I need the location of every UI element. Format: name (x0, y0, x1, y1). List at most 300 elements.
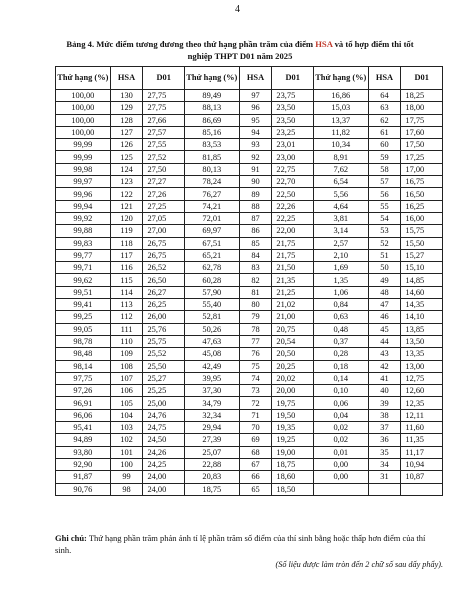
table-cell: 34 (368, 458, 401, 470)
table-cell: 23,00 (272, 151, 314, 163)
table-cell: 100,00 (56, 90, 111, 102)
table-cell: 0,01 (313, 446, 368, 458)
table-cell: 113 (110, 299, 143, 311)
table-cell: 54 (368, 212, 401, 224)
table-cell: 96,06 (56, 409, 111, 421)
table-cell: 104 (110, 409, 143, 421)
table-cell: 79 (239, 311, 272, 323)
note (55, 532, 435, 556)
table-cell: 85 (239, 237, 272, 249)
table-row (56, 114, 443, 126)
table-cell: 48 (368, 286, 401, 298)
table-cell: 20,25 (272, 360, 314, 372)
table-cell: 50,26 (184, 323, 239, 335)
table-cell: 38 (368, 409, 401, 421)
table-cell: 13,50 (401, 335, 443, 347)
table-cell: 17,00 (401, 163, 443, 175)
table-cell: 0,00 (313, 471, 368, 483)
table-cell: 21,02 (272, 299, 314, 311)
table-cell: 127 (110, 126, 143, 138)
table-cell: 0,00 (313, 458, 368, 470)
table-cell: 2,57 (313, 237, 368, 249)
table-cell: 83 (239, 262, 272, 274)
table-cell: 11,35 (401, 434, 443, 446)
table-caption (60, 38, 420, 62)
table-cell: 23,75 (272, 90, 314, 102)
table-cell: 25,07 (184, 446, 239, 458)
table-cell: 27,66 (143, 114, 185, 126)
table-cell: 15,03 (313, 102, 368, 114)
table-cell: 12,35 (401, 397, 443, 409)
table-cell: 109 (110, 348, 143, 360)
table-cell: 96,91 (56, 397, 111, 409)
table-row (56, 422, 443, 434)
table-cell: 86 (239, 225, 272, 237)
table-cell: 80,13 (184, 163, 239, 175)
table-cell: 88,13 (184, 102, 239, 114)
table-cell: 78,24 (184, 176, 239, 188)
table-cell: 108 (110, 360, 143, 372)
table-cell: 62 (368, 114, 401, 126)
caption-prefix: Bảng 4. Mức điểm tương đương theo thứ hạng phần trăm của điểm (66, 39, 316, 49)
table-cell: 23,25 (272, 126, 314, 138)
table-cell: 95 (239, 114, 272, 126)
table-cell: 72 (239, 397, 272, 409)
table-cell: 13,00 (401, 360, 443, 372)
table-cell: 67,51 (184, 237, 239, 249)
table-cell: 26,75 (143, 249, 185, 261)
table-cell: 96 (239, 102, 272, 114)
table-cell: 49 (368, 274, 401, 286)
table-cell: 24,50 (143, 434, 185, 446)
table-cell: 20,83 (184, 471, 239, 483)
table-cell: 82 (239, 274, 272, 286)
note-label: Ghi chú: (55, 533, 87, 543)
table-cell: 0,06 (313, 397, 368, 409)
table-row (56, 446, 443, 458)
table-cell: 76,27 (184, 188, 239, 200)
table-cell: 126 (110, 139, 143, 151)
table-cell: 21,50 (272, 262, 314, 274)
table-cell: 98,78 (56, 335, 111, 347)
table-cell: 68 (239, 446, 272, 458)
table-cell: 92 (239, 151, 272, 163)
table-cell: 4,64 (313, 200, 368, 212)
table-cell: 117 (110, 249, 143, 261)
table-cell: 17,50 (401, 139, 443, 151)
table-cell: 125 (110, 151, 143, 163)
table-cell: 97,75 (56, 372, 111, 384)
table-cell: 7,62 (313, 163, 368, 175)
table-cell: 35 (368, 446, 401, 458)
table-cell: 91,87 (56, 471, 111, 483)
col-header-d01-2: D01 (272, 67, 314, 90)
table-cell: 27,27 (143, 176, 185, 188)
table-cell (401, 483, 443, 495)
table-cell: 99 (110, 471, 143, 483)
table-cell: 99,88 (56, 225, 111, 237)
table-cell: 11,17 (401, 446, 443, 458)
table-cell: 19,75 (272, 397, 314, 409)
table-cell: 22,26 (272, 200, 314, 212)
table-cell: 44 (368, 335, 401, 347)
header-row (56, 67, 443, 90)
table-cell: 53 (368, 225, 401, 237)
table-row (56, 212, 443, 224)
col-header-hsa-2: HSA (239, 67, 272, 90)
table-row (56, 471, 443, 483)
table-cell: 0,18 (313, 360, 368, 372)
table-cell: 26,75 (143, 237, 185, 249)
table-row (56, 225, 443, 237)
table-cell: 64 (368, 90, 401, 102)
table-cell: 69,97 (184, 225, 239, 237)
table-cell: 69 (239, 434, 272, 446)
table-cell: 6,54 (313, 176, 368, 188)
table-cell: 24,76 (143, 409, 185, 421)
table-cell: 41 (368, 372, 401, 384)
table-cell: 17,25 (401, 151, 443, 163)
table-cell: 120 (110, 212, 143, 224)
table-cell: 97,26 (56, 385, 111, 397)
table-cell: 15,75 (401, 225, 443, 237)
table-cell: 25,25 (143, 385, 185, 397)
table-cell: 99,71 (56, 262, 111, 274)
table-cell: 10,87 (401, 471, 443, 483)
table-cell: 80 (239, 299, 272, 311)
table-cell: 84 (239, 249, 272, 261)
table-cell: 24,00 (143, 471, 185, 483)
table-row (56, 311, 443, 323)
table-cell: 50 (368, 262, 401, 274)
col-header-rank-1: Thứ hạng (%) (56, 67, 111, 90)
table-cell: 99,05 (56, 323, 111, 335)
table-cell: 16,75 (401, 176, 443, 188)
table-cell: 21,00 (272, 311, 314, 323)
table-cell: 83,53 (184, 139, 239, 151)
table-cell: 75 (239, 360, 272, 372)
table-cell: 0,14 (313, 372, 368, 384)
table-cell: 25,76 (143, 323, 185, 335)
table-cell: 10,94 (401, 458, 443, 470)
table-cell: 19,50 (272, 409, 314, 421)
page-number: 4 (235, 4, 240, 15)
table-cell: 58 (368, 163, 401, 175)
table-cell: 5,56 (313, 188, 368, 200)
table-row (56, 139, 443, 151)
table-cell: 18,75 (272, 458, 314, 470)
table-cell: 90,76 (56, 483, 111, 495)
table-row (56, 299, 443, 311)
table-cell: 20,54 (272, 335, 314, 347)
table-cell: 52,81 (184, 311, 239, 323)
table-cell: 27,75 (143, 90, 185, 102)
table-cell: 98 (110, 483, 143, 495)
table-cell: 67 (239, 458, 272, 470)
table-row (56, 176, 443, 188)
table-cell: 18,25 (401, 90, 443, 102)
table-cell: 37,30 (184, 385, 239, 397)
table-cell: 22,75 (272, 163, 314, 175)
table-cell: 3,14 (313, 225, 368, 237)
table-cell: 121 (110, 200, 143, 212)
table-cell: 32,34 (184, 409, 239, 421)
table-cell: 60,28 (184, 274, 239, 286)
table-cell: 17,60 (401, 126, 443, 138)
table-cell: 93,80 (56, 446, 111, 458)
table-cell: 99,98 (56, 163, 111, 175)
table-cell: 123 (110, 176, 143, 188)
table-cell: 99,83 (56, 237, 111, 249)
table-row (56, 163, 443, 175)
table-cell: 98,14 (56, 360, 111, 372)
table-cell: 99,96 (56, 188, 111, 200)
table-cell: 25,00 (143, 397, 185, 409)
table-cell: 39,95 (184, 372, 239, 384)
table-row (56, 434, 443, 446)
table-cell: 14,35 (401, 299, 443, 311)
col-header-hsa-3: HSA (368, 67, 401, 90)
table-cell: 0,63 (313, 311, 368, 323)
table-row (56, 409, 443, 421)
table-cell: 0,48 (313, 323, 368, 335)
table-cell: 51 (368, 249, 401, 261)
table-cell: 21,35 (272, 274, 314, 286)
table-cell: 24,26 (143, 446, 185, 458)
table-cell: 18,60 (272, 471, 314, 483)
table-cell: 15,27 (401, 249, 443, 261)
col-header-d01-3: D01 (401, 67, 443, 90)
table-cell: 97 (239, 90, 272, 102)
table-cell: 18,00 (401, 102, 443, 114)
table-cell: 65,21 (184, 249, 239, 261)
table-row (56, 102, 443, 114)
table-cell: 0,02 (313, 422, 368, 434)
table-cell: 100 (110, 458, 143, 470)
table-cell: 19,00 (272, 446, 314, 458)
table-cell: 23,50 (272, 114, 314, 126)
table-cell: 19,35 (272, 422, 314, 434)
table-cell: 99,94 (56, 200, 111, 212)
table-cell: 39 (368, 397, 401, 409)
table-cell: 1,06 (313, 286, 368, 298)
table-cell: 85,16 (184, 126, 239, 138)
table-cell: 26,52 (143, 262, 185, 274)
table-cell: 22,00 (272, 225, 314, 237)
table-cell: 89 (239, 188, 272, 200)
table-cell: 57 (368, 176, 401, 188)
table-cell: 31 (368, 471, 401, 483)
table-cell: 102 (110, 434, 143, 446)
table-row (56, 151, 443, 163)
table-cell: 60 (368, 139, 401, 151)
table-cell: 101 (110, 446, 143, 458)
table-cell: 0,84 (313, 299, 368, 311)
table-cell: 106 (110, 385, 143, 397)
table-cell: 37 (368, 422, 401, 434)
table-cell: 16,50 (401, 188, 443, 200)
table-row (56, 126, 443, 138)
table-cell: 47,63 (184, 335, 239, 347)
table-cell: 0,37 (313, 335, 368, 347)
table-cell: 112 (110, 311, 143, 323)
table-cell: 27,75 (143, 102, 185, 114)
table-cell: 0,02 (313, 434, 368, 446)
table-cell: 74,21 (184, 200, 239, 212)
table-cell: 15,10 (401, 262, 443, 274)
table-cell: 43 (368, 348, 401, 360)
table-cell: 73 (239, 385, 272, 397)
table-cell: 119 (110, 225, 143, 237)
table-cell: 46 (368, 311, 401, 323)
table-cell: 14,60 (401, 286, 443, 298)
table-cell: 129 (110, 102, 143, 114)
table-cell: 130 (110, 90, 143, 102)
table-cell: 26,00 (143, 311, 185, 323)
table-cell: 34,79 (184, 397, 239, 409)
table-cell: 21,75 (272, 249, 314, 261)
table-cell: 25,75 (143, 335, 185, 347)
table-cell: 22,25 (272, 212, 314, 224)
table-cell: 18,50 (272, 483, 314, 495)
table-cell: 99,77 (56, 249, 111, 261)
table-cell: 45,08 (184, 348, 239, 360)
table-cell: 99,99 (56, 151, 111, 163)
table-cell: 52 (368, 237, 401, 249)
table-cell: 24,25 (143, 458, 185, 470)
table-cell: 18,75 (184, 483, 239, 495)
table-cell: 13,35 (401, 348, 443, 360)
table-cell: 27,55 (143, 139, 185, 151)
table-cell: 116 (110, 262, 143, 274)
table-cell: 100,00 (56, 114, 111, 126)
table-cell: 10,34 (313, 139, 368, 151)
table-cell: 12,75 (401, 372, 443, 384)
table-cell: 20,00 (272, 385, 314, 397)
table-row (56, 458, 443, 470)
table-cell: 114 (110, 286, 143, 298)
table-cell: 59 (368, 151, 401, 163)
table-cell: 12,11 (401, 409, 443, 421)
table-cell: 15,50 (401, 237, 443, 249)
table-cell: 27,00 (143, 225, 185, 237)
table-cell: 65 (239, 483, 272, 495)
table-cell: 115 (110, 274, 143, 286)
table-cell: 22,70 (272, 176, 314, 188)
table-cell: 99,97 (56, 176, 111, 188)
table-cell: 16,00 (401, 212, 443, 224)
col-header-rank-3: Thứ hạng (%) (313, 67, 368, 90)
table-cell: 42,49 (184, 360, 239, 372)
table-cell: 40 (368, 385, 401, 397)
table-cell: 27,39 (184, 434, 239, 446)
table-cell: 14,85 (401, 274, 443, 286)
table-cell: 24,00 (143, 483, 185, 495)
table-cell: 118 (110, 237, 143, 249)
table-cell: 55 (368, 200, 401, 212)
table-cell: 99,62 (56, 274, 111, 286)
table-cell: 78 (239, 323, 272, 335)
table-cell: 62,78 (184, 262, 239, 274)
table-row (56, 286, 443, 298)
table-row (56, 188, 443, 200)
table-cell: 16,86 (313, 90, 368, 102)
table-cell: 99,41 (56, 299, 111, 311)
table-cell: 0,28 (313, 348, 368, 360)
table-cell: 110 (110, 335, 143, 347)
table-cell: 122 (110, 188, 143, 200)
table-cell: 88 (239, 200, 272, 212)
table-cell (368, 483, 401, 495)
table-cell: 81 (239, 286, 272, 298)
table-cell: 20,02 (272, 372, 314, 384)
table-cell: 61 (368, 126, 401, 138)
table-cell: 93 (239, 139, 272, 151)
table-cell: 91 (239, 163, 272, 175)
footnote: (Số liệu được làm tròn đến 2 chữ số sau dấy phẩy). (275, 560, 443, 569)
table-cell: 22,50 (272, 188, 314, 200)
table-cell: 99,92 (56, 212, 111, 224)
table-cell: 1,35 (313, 274, 368, 286)
table-cell: 100,00 (56, 102, 111, 114)
table-cell: 27,05 (143, 212, 185, 224)
table-cell: 124 (110, 163, 143, 175)
table-cell: 86,69 (184, 114, 239, 126)
table-cell: 11,60 (401, 422, 443, 434)
table-cell: 25,50 (143, 360, 185, 372)
table-row (56, 323, 443, 335)
table-row (56, 483, 443, 495)
table-cell: 20,75 (272, 323, 314, 335)
table-cell: 70 (239, 422, 272, 434)
table-cell: 89,49 (184, 90, 239, 102)
table-cell: 17,75 (401, 114, 443, 126)
table-cell: 16,25 (401, 200, 443, 212)
table-cell: 21,25 (272, 286, 314, 298)
table-cell: 95,41 (56, 422, 111, 434)
table-cell: 128 (110, 114, 143, 126)
table-cell: 2,10 (313, 249, 368, 261)
caption-suffix: và tổ hợp điểm thi tốt nghiệp THPT D01 năm 2025 (187, 39, 414, 61)
table-cell: 98,48 (56, 348, 111, 360)
table-row (56, 385, 443, 397)
table-cell: 71 (239, 409, 272, 421)
table-cell: 26,27 (143, 286, 185, 298)
table-row (56, 372, 443, 384)
table-cell: 26,25 (143, 299, 185, 311)
table-cell: 21,75 (272, 237, 314, 249)
table-cell: 36 (368, 434, 401, 446)
table-cell: 107 (110, 372, 143, 384)
table-row (56, 348, 443, 360)
table-cell: 81,85 (184, 151, 239, 163)
table-cell: 77 (239, 335, 272, 347)
col-header-rank-2: Thứ hạng (%) (184, 67, 239, 90)
table-cell: 3,81 (313, 212, 368, 224)
col-header-d01-1: D01 (143, 67, 185, 90)
table-cell: 22,88 (184, 458, 239, 470)
table-cell: 55,40 (184, 299, 239, 311)
table-cell: 27,50 (143, 163, 185, 175)
table-cell: 26,50 (143, 274, 185, 286)
table-cell: 100,00 (56, 126, 111, 138)
table-cell: 25,52 (143, 348, 185, 360)
table-row (56, 237, 443, 249)
table-cell: 0,10 (313, 385, 368, 397)
score-table (55, 66, 443, 496)
table-cell: 27,57 (143, 126, 185, 138)
note-text: Thứ hạng phần trăm phản ánh tỉ lệ phần trăm số điểm của thí sinh bằng hoặc thấp hơn điểm của thí sinh. (55, 533, 426, 555)
